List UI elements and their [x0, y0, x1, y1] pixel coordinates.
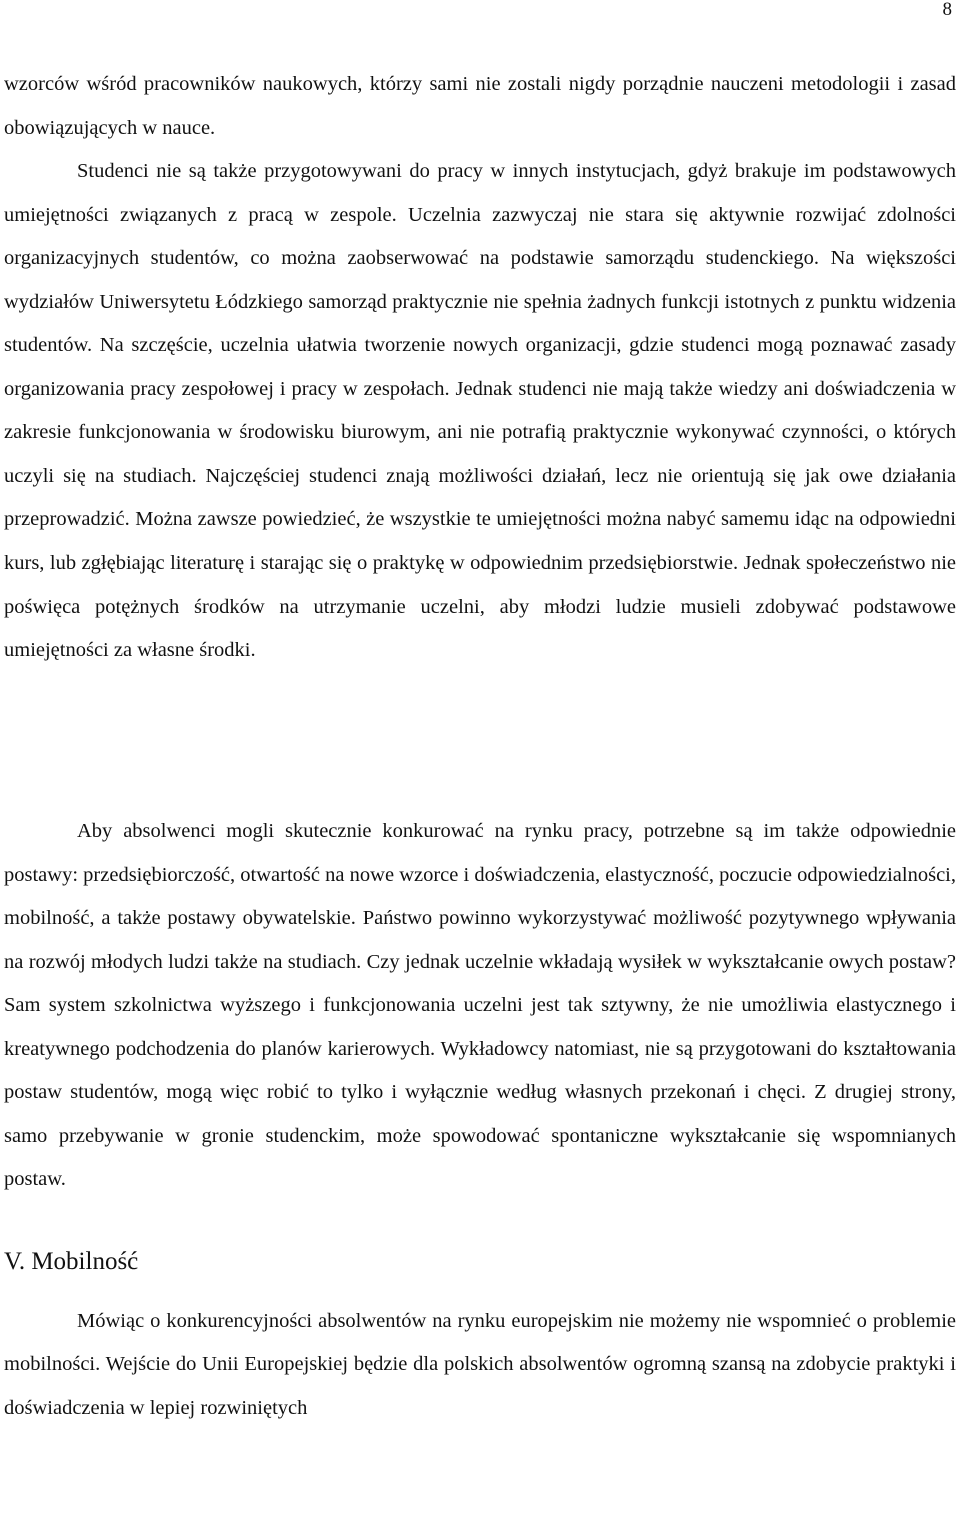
paragraph-students-skills: Studenci nie są także przygotowywani do pracy w innych instytucjach, gdyż brakuje im podstawowych umiejętności związanych z pracą w zespole. Uczelnia zazwyczaj nie stara się aktywnie rozwijać zdolności organizacyjnych studentów, co można zaobserwować na podstawie samorządu studenckiego. Na większości wydziałów Uniwersytetu Łódzkiego samorząd praktycznie nie spełnia żadnych funkcji istotnych z punktu widzenia studentów. Na szczęście, uczelnia ułatwia tworzenie nowych organizacji, gdzie studenci mogą poznawać zasady organizowania pracy zespołowej i pracy w zespołach. Jednak studenci nie mają także wiedzy ani doświadczenia w zakresie funkcjonowania w środowisku biurowym, ani nie potrafią praktycznie wykonywać czynności, o których uczyli się na studiach. Najczęściej studenci znają możliwości działań, lecz nie orientują się jak owe działania przeprowadzić. Można zawsze powiedzieć, że wszystkie te umiejętności można nabyć samemu idąc na odpowiedni kurs, lub zgłębiając literaturę i starając się o praktykę w odpowiednim przedsiębiorstwie. Jednak społeczeństwo nie poświęca potężnych środków na utrzymanie uczelni, aby młodzi ludzie musieli zdobywać podstawowe umiejętności za własne środki. — [4, 160, 956, 662]
paragraph-mobility: Mówiąc o konkurencyjności absolwentów na rynku europejskim nie możemy nie wspomnieć o problemie mobilności. Wejście do Unii Europejskiej będzie dla polskich absolwentów ogromną szansą na zdobycie praktyki i doświadczenia w lepiej rozwiniętych — [4, 1309, 956, 1420]
text-block — [4, 63, 956, 804]
page-number: 8 — [942, 0, 952, 20]
paragraph-attitudes: Aby absolwenci mogli skutecznie konkurować na rynku pracy, potrzebne są im także odpowiednie postawy: przedsiębiorczość, otwartość na nowe wzorce i doświadczenia, elastyczność, poczucie odpowiedzialności, mobilność, a także postawy obywatelskie. Państwo powinno wykorzystywać możliwość pozytywnego wpływania na rozwój młodych ludzi także na studiach. Czy jednak uczelnie wkładają wysiłek w wykształcanie owych postaw? Sam system szkolnictwa wyższego i funkcjonowania uczelni jest tak sztywny, że nie umożliwia elastycznego i kreatywnego podchodzenia do planów karierowych. Wykładowcy natomiast, nie są przygotowani do kształtowania postaw studentów, mogą więc robić to tylko i wyłącznie według własnych przekonań i chęci. Z drugiej strony, samo przebywanie w gronie studenckim, może spowodować spontaniczne wykształcanie się wspomnianych postaw. — [4, 820, 956, 1191]
section-heading: V. Mobilność — [4, 1247, 139, 1275]
paragraph-continuation: wzorców wśród pracowników naukowych, którzy sami nie zostali nigdy porządnie nauczeni metodologii i zasad obowiązujących w nauce. — [4, 73, 956, 139]
document-body — [4, 63, 956, 1431]
